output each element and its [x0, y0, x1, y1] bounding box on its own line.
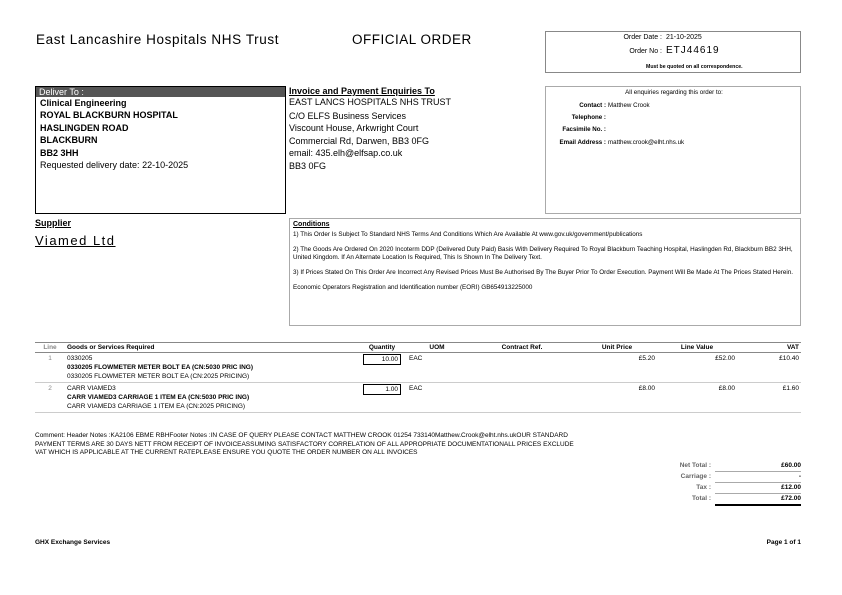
deliver-line: HASLINGDEN ROAD	[40, 122, 129, 133]
tax-label: Tax :	[696, 484, 711, 491]
condition-3: 3) If Prices Stated On This Order Are Incorrect Any Revised Prices Must Be Authorised By The Buyer Prior To Order Execution. Payment Will Be Made At The Prices Stated Herein.	[293, 269, 794, 276]
supplier-name: Viamed Ltd	[35, 233, 116, 248]
vat-cell: £1.60	[737, 383, 801, 413]
column-header: Line	[35, 343, 65, 353]
tax-row	[640, 482, 801, 493]
enquiries-box	[545, 86, 801, 214]
email-label: Email Address :	[559, 139, 606, 146]
goods-description	[65, 353, 357, 383]
net-total-row	[640, 460, 801, 471]
condition-2: 2) The Goods Are Ordered On 2020 Incoterm DDP (Delivered Duty Paid) Basis With Delivery Required To Royal Blackburn Teaching Hospital, Haslingden Rd, Blackburn BB2 3HH, United Kingdom. If An Alternate Location Is Required, This Is Shown In The Delivery Text.	[293, 246, 793, 261]
contract-ref-cell	[467, 383, 577, 413]
email-value: matthew.crook@elht.nhs.uk	[608, 139, 685, 146]
invoice-line: EAST LANCS HOSPITALS NHS TRUST	[289, 97, 452, 107]
net-total-label: Net Total :	[679, 462, 711, 469]
unit-price-cell: £8.00	[577, 383, 657, 413]
conditions-title: Conditions	[293, 221, 330, 228]
quantity-value: 10.00	[363, 354, 401, 365]
unit-price-cell: £5.20	[577, 353, 657, 383]
invoice-line: C/O ELFS Business Services	[289, 110, 407, 121]
order-no: ETJ44619	[666, 45, 720, 56]
invoice-box	[289, 86, 545, 214]
item-desc: 0330205 FLOWMETER METER BOLT EA (CN:2025 PRICING)	[67, 373, 250, 380]
column-header: Line Value	[657, 343, 737, 353]
total-row	[640, 493, 801, 504]
table-row	[35, 383, 801, 413]
enquiries-title: All enquiries regarding this order to:	[625, 89, 723, 96]
deliver-line: Clinical Engineering	[40, 98, 127, 108]
comment-line: Comment: Header Notes :KA2106 EBME RBHFooter Notes :IN CASE OF QUERY PLEASE CONTACT MATTHEW CROOK 01254 733140Matthew.Crook@elht.nhs.ukOUR STANDARD	[35, 432, 568, 439]
deliver-line: ROYAL BLACKBURN HOSPITAL	[40, 110, 178, 121]
vat-cell: £10.40	[737, 353, 801, 383]
invoice-line: Viscount House, Arkwright Court	[289, 123, 419, 134]
line-value-cell: £52.00	[657, 353, 737, 383]
line-number: 2	[35, 383, 65, 413]
column-header: Goods or Services Required	[65, 343, 357, 353]
quote-note: Must be quoted on all correspondence.	[646, 64, 743, 70]
quantity-cell	[357, 353, 407, 383]
fax-label: Facsimile No. :	[562, 126, 606, 133]
line-value-cell: £8.00	[657, 383, 737, 413]
carriage-value: -	[715, 471, 801, 483]
item-code: 0330205	[67, 355, 93, 362]
net-total-value: £60.00	[715, 460, 801, 472]
order-no-label: Order No :	[629, 48, 662, 55]
trust-name: East Lancashire Hospitals NHS Trust	[36, 32, 280, 47]
invoice-line: email: 435.elh@elfsap.co.uk	[289, 148, 403, 159]
comment-line: PAYMENT TERMS ARE 30 DAYS NETT FROM RECEIPT OF INVOICEASSUMING SATISFACTORY CORRELATION OF ALL APPROPRIATE DOCUMENTATIONALL PRICES EXCLUDE	[35, 440, 574, 448]
eori-number: Economic Operators Registration and Identification number (EORI) GB654913225000	[293, 284, 533, 291]
invoice-title: Invoice and Payment Enquiries To	[289, 86, 435, 96]
deliver-to-title: Deliver To :	[36, 87, 285, 97]
order-date: 21-10-2025	[666, 34, 702, 41]
table-row	[35, 353, 801, 383]
column-header: Quantity	[357, 343, 407, 353]
total-label: Total :	[691, 495, 711, 502]
item-code: CARR VIAMED3	[67, 385, 116, 392]
document-title: OFFICIAL ORDER	[352, 32, 472, 47]
totals-block	[640, 460, 801, 504]
quantity-value: 1.00	[363, 384, 401, 395]
order-lines-table	[35, 342, 801, 413]
column-header: Contract Ref.	[467, 343, 577, 353]
footer-left: GHX Exchange Services	[35, 539, 111, 546]
order-comment	[35, 432, 801, 458]
column-header: VAT	[737, 343, 801, 353]
contact-name: Matthew Crook	[608, 102, 650, 109]
deliver-line: BB2 3HH	[40, 147, 79, 158]
comment-line: VAT WHICH IS APPLICABLE AT THE CURRENT RATEPLEASE ENSURE YOU QUOTE THE ORDER NUMBER ON ALL INVOICES	[35, 449, 418, 456]
invoice-line: Commercial Rd, Darwen, BB3 0FG	[289, 135, 430, 146]
uom-cell: EAC	[407, 353, 467, 383]
carriage-label: Carriage :	[680, 473, 711, 480]
condition-1: 1) This Order Is Subject To Standard NHS Terms And Conditions Which Are Available At www.gov.uk/government/publications	[293, 231, 643, 238]
tax-value: £12.00	[715, 482, 801, 494]
carriage-row	[640, 471, 801, 482]
conditions-box	[289, 218, 801, 326]
contact-label: Contact :	[579, 102, 606, 109]
column-header: UOM	[407, 343, 467, 353]
table-header-row	[35, 343, 801, 353]
deliver-line: BLACKBURN	[40, 135, 98, 146]
order-date-label: Order Date :	[623, 34, 662, 41]
item-desc: CARR VIAMED3 CARRIAGE 1 ITEM EA (CN:2025 PRICING)	[67, 403, 246, 410]
order-info-box	[545, 31, 801, 73]
quantity-cell	[357, 383, 407, 413]
total-value: £72.00	[715, 493, 801, 506]
supplier-label: Supplier	[35, 218, 72, 228]
page-number: Page 1 of 1	[766, 539, 801, 546]
telephone-label: Telephone :	[571, 114, 606, 121]
deliver-to-box	[35, 86, 286, 214]
uom-cell: EAC	[407, 383, 467, 413]
requested-delivery-date: Requested delivery date: 22-10-2025	[40, 160, 189, 171]
item-desc: CARR VIAMED3 CARRIAGE 1 ITEM EA (CN:5030 PRIC ING)	[67, 394, 250, 401]
line-number: 1	[35, 353, 65, 383]
item-desc: 0330205 FLOWMETER METER BOLT EA (CN:5030 PRIC ING)	[67, 364, 254, 371]
column-header: Unit Price	[577, 343, 657, 353]
goods-description	[65, 383, 357, 413]
invoice-line: BB3 0FG	[289, 160, 327, 171]
contract-ref-cell	[467, 353, 577, 383]
